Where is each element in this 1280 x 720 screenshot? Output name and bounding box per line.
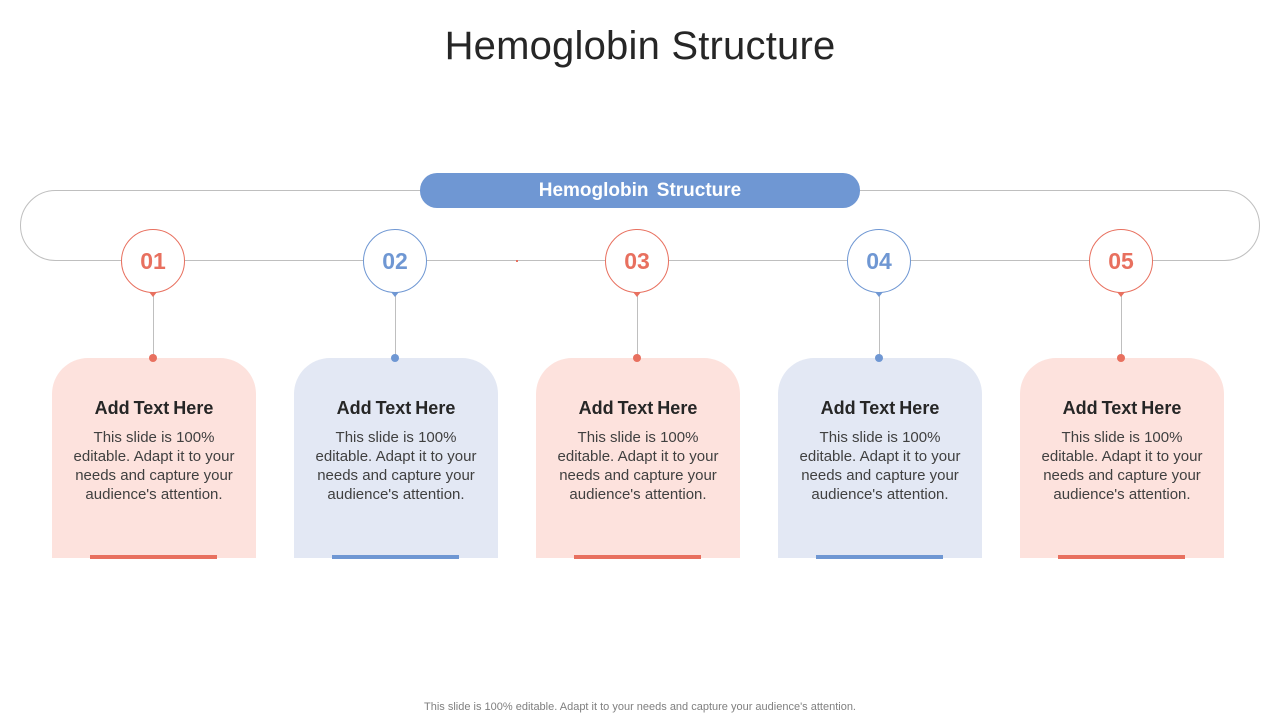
step-heading: Add Text Here bbox=[336, 398, 456, 418]
step-1 bbox=[52, 229, 256, 559]
step-connector bbox=[153, 296, 154, 356]
step-card bbox=[1020, 358, 1224, 558]
banner-pill: Hemoglobin Structure bbox=[420, 173, 860, 208]
step-heading: Add Text Here bbox=[820, 398, 940, 418]
step-3 bbox=[536, 229, 740, 559]
step-connector bbox=[395, 296, 396, 356]
slide-title: Hemoglobin Structure bbox=[444, 24, 836, 68]
step-number-circle: 01 bbox=[121, 229, 185, 293]
step-number-circle: 05 bbox=[1089, 229, 1153, 293]
step-4 bbox=[778, 229, 982, 559]
connector-dot bbox=[633, 354, 641, 362]
step-heading: Add Text Here bbox=[578, 398, 698, 418]
step-heading: Add Text Here bbox=[1062, 398, 1182, 418]
step-card bbox=[52, 358, 256, 558]
step-body: This slide is 100% editable. Adapt it to your needs and capture your audience's attention. bbox=[315, 429, 477, 503]
step-heading: Add Text Here bbox=[94, 398, 214, 418]
stray-mark bbox=[516, 260, 518, 262]
card-accent-bar bbox=[90, 555, 217, 559]
connector-dot bbox=[875, 354, 883, 362]
pin-icon bbox=[875, 292, 883, 297]
pin-icon bbox=[633, 292, 641, 297]
footer-note: This slide is 100% editable. Adapt it to your needs and capture your audience's attention. bbox=[424, 701, 856, 713]
connector-dot bbox=[391, 354, 399, 362]
step-body: This slide is 100% editable. Adapt it to your needs and capture your audience's attention. bbox=[799, 429, 961, 503]
step-connector bbox=[637, 296, 638, 356]
step-5 bbox=[1020, 229, 1224, 559]
step-body: This slide is 100% editable. Adapt it to your needs and capture your audience's attention. bbox=[73, 429, 235, 503]
connector-dot bbox=[149, 354, 157, 362]
card-accent-bar bbox=[1058, 555, 1185, 559]
card-accent-bar bbox=[332, 555, 459, 559]
pin-icon bbox=[149, 292, 157, 297]
step-number-circle: 04 bbox=[847, 229, 911, 293]
step-body: This slide is 100% editable. Adapt it to your needs and capture your audience's attention. bbox=[557, 429, 719, 503]
connector-dot bbox=[1117, 354, 1125, 362]
step-2 bbox=[294, 229, 498, 559]
card-accent-bar bbox=[574, 555, 701, 559]
card-accent-bar bbox=[816, 555, 943, 559]
step-number-circle: 03 bbox=[605, 229, 669, 293]
step-connector bbox=[879, 296, 880, 356]
pin-icon bbox=[1117, 292, 1125, 297]
step-connector bbox=[1121, 296, 1122, 356]
step-card bbox=[294, 358, 498, 558]
step-number-circle: 02 bbox=[363, 229, 427, 293]
step-body: This slide is 100% editable. Adapt it to your needs and capture your audience's attention. bbox=[1041, 429, 1203, 503]
step-card bbox=[778, 358, 982, 558]
step-card bbox=[536, 358, 740, 558]
pin-icon bbox=[391, 292, 399, 297]
